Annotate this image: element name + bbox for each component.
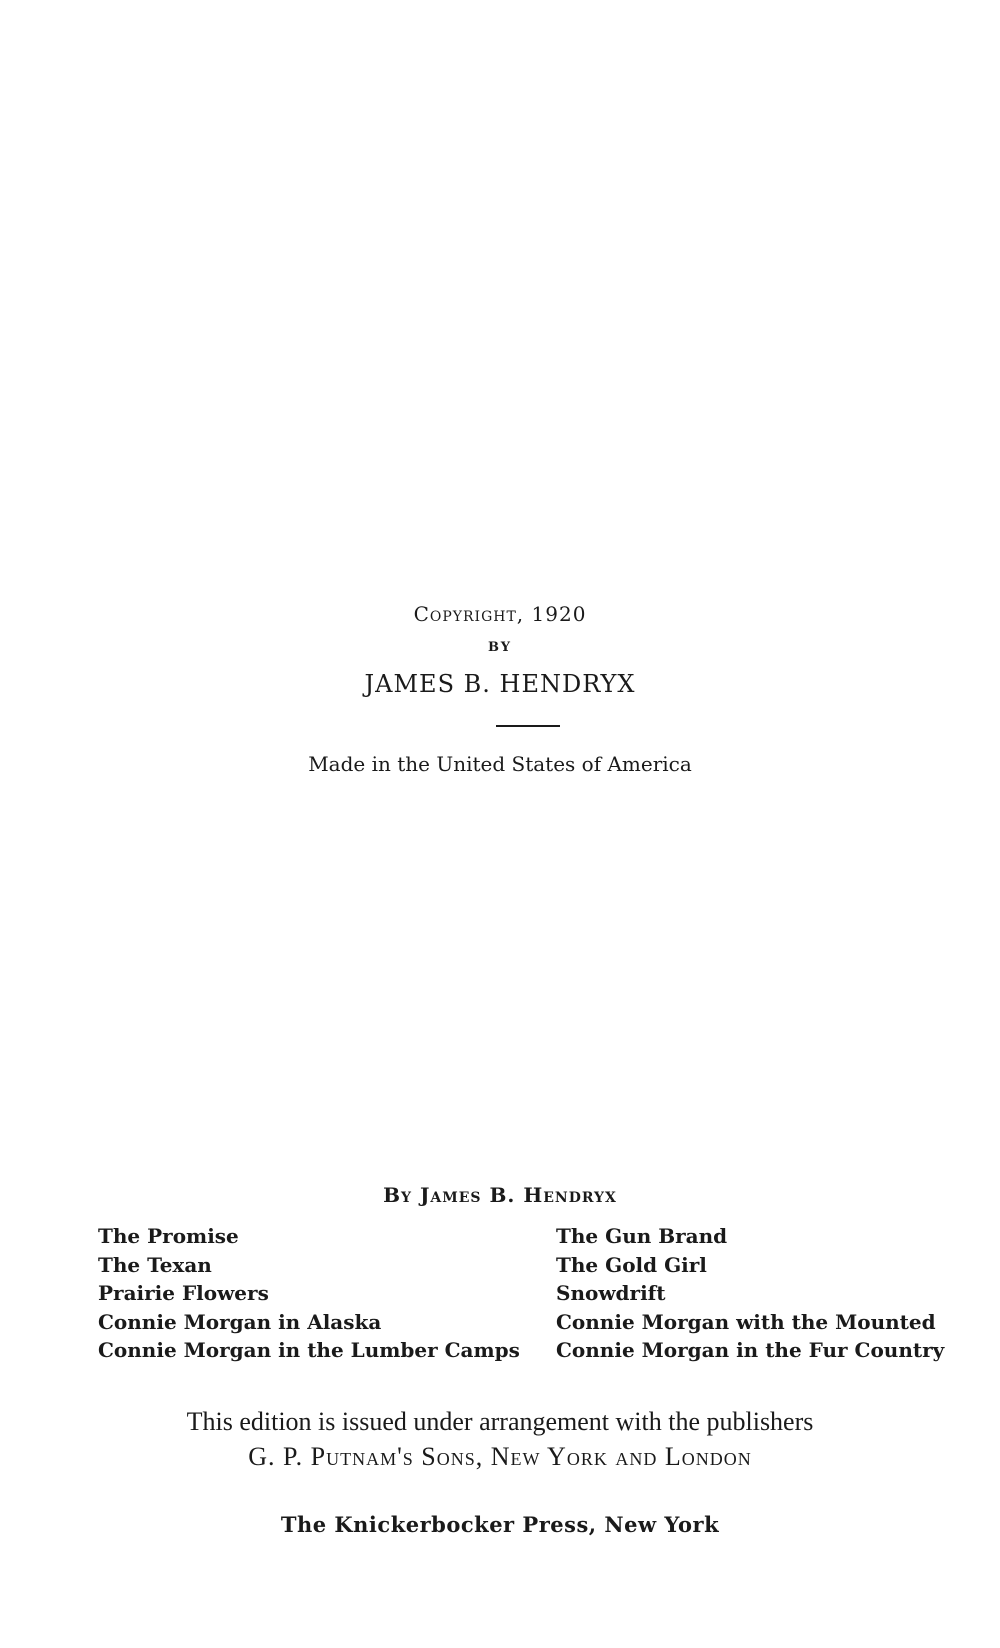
author-name: JAMES B. HENDRYX — [364, 670, 636, 698]
book-title: Connie Morgan in the Fur Country — [556, 1338, 945, 1362]
by-label: BY — [487, 640, 513, 655]
book-title: The Texan — [98, 1252, 212, 1277]
book-title: Prairie Flowers — [98, 1281, 269, 1305]
book-list-right — [556, 1222, 944, 1365]
book-title: Snowdrift — [556, 1281, 666, 1305]
divider-rule — [496, 725, 560, 727]
copyright-line: Copyright, 1920 — [413, 602, 587, 626]
book-title: Connie Morgan with the Mounted — [556, 1309, 936, 1334]
book-title: Connie Morgan in Alaska — [98, 1309, 382, 1334]
book-title: The Promise — [98, 1224, 239, 1248]
press-imprint: The Knickerbocker Press, New York — [280, 1512, 720, 1537]
book-title: Connie Morgan in the Lumber Camps — [98, 1338, 520, 1362]
books-heading: By James B. Hendryx — [383, 1183, 617, 1207]
book-title: The Gold Girl — [556, 1252, 707, 1277]
publisher-line: G. P. Putnam's Sons, New York and London — [248, 1442, 752, 1471]
book-list-left — [98, 1222, 520, 1365]
edition-notice: This edition is issued under arrangement with the publishers — [186, 1407, 814, 1436]
made-in-notice: Made in the United States of America — [308, 752, 692, 776]
book-title: The Gun Brand — [556, 1224, 728, 1248]
